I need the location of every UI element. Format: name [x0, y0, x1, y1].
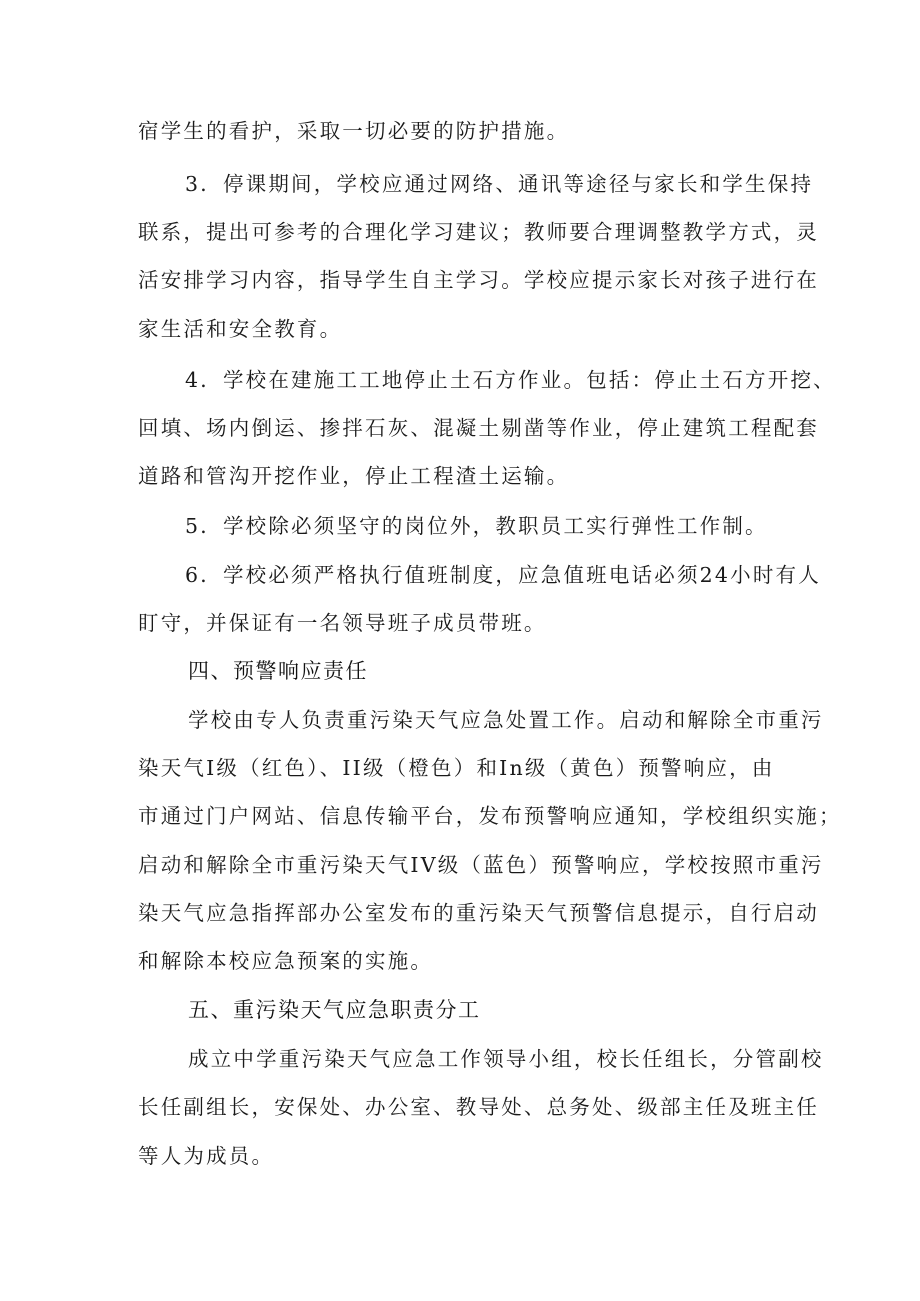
paragraph-line: 盯守，并保证有一名领导班子成员带班。	[138, 611, 547, 635]
paragraph-line: 长任副组长，安保处、办公室、教导处、总务处、级部主任及班主任	[138, 1095, 819, 1119]
paragraph-line: 市通过门户网站、信息传输平台，发布预警响应通知，学校组织实施；	[138, 804, 842, 828]
paragraph-line: 和解除本校应急预案的实施。	[138, 949, 434, 973]
paragraph-line: 家生活和安全教育。	[138, 317, 343, 341]
paragraph-line: 染天气应急指挥部办公室发布的重污染天气预警信息提示，自行启动	[138, 901, 819, 925]
paragraph-line: 等人为成员。	[138, 1144, 275, 1168]
section-heading: 五、重污染天气应急职责分工	[188, 998, 481, 1022]
paragraph-line: 3．停课期间，学校应通过网络、通讯等途径与家长和学生保持	[185, 172, 814, 196]
paragraph-line: 成立中学重污染天气应急工作领导小组，校长任组长，分管副校	[188, 1047, 824, 1071]
paragraph-line: 启动和解除全市重污染天气IV级（蓝色）预警响应，学校按照市重污	[138, 853, 824, 877]
paragraph-line: 5．学校除必须坚守的岗位外，教职员工实行弹性工作制。	[185, 514, 768, 538]
section-heading: 四、预警响应责任	[188, 659, 368, 683]
paragraph-line: 回填、场内倒运、掺拌石灰、混凝土剔凿等作业，停止建筑工程配套	[138, 416, 819, 440]
paragraph-line: 学校由专人负责重污染天气应急处置工作。启动和解除全市重污	[188, 708, 824, 732]
paragraph-line: 宿学生的看护，采取一切必要的防护措施。	[138, 119, 570, 143]
paragraph-line: 联系，提出可参考的合理化学习建议；教师要合理调整教学方式，灵	[138, 220, 819, 244]
paragraph-line: 4．学校在建施工工地停止土石方作业。包括：停止土石方开挖、	[185, 368, 836, 392]
paragraph-line: 6．学校必须严格执行值班制度，应急值班电话必须24小时有人	[185, 563, 821, 587]
paragraph-line: 活安排学习内容，指导学生自主学习。学校应提示家长对孩子进行在	[138, 268, 819, 292]
paragraph-line: 染天气I级（红色）、II级（橙色）和In级（黄色）预警响应，由	[138, 756, 775, 780]
paragraph-line: 道路和管沟开挖作业，停止工程渣土运输。	[138, 464, 570, 488]
